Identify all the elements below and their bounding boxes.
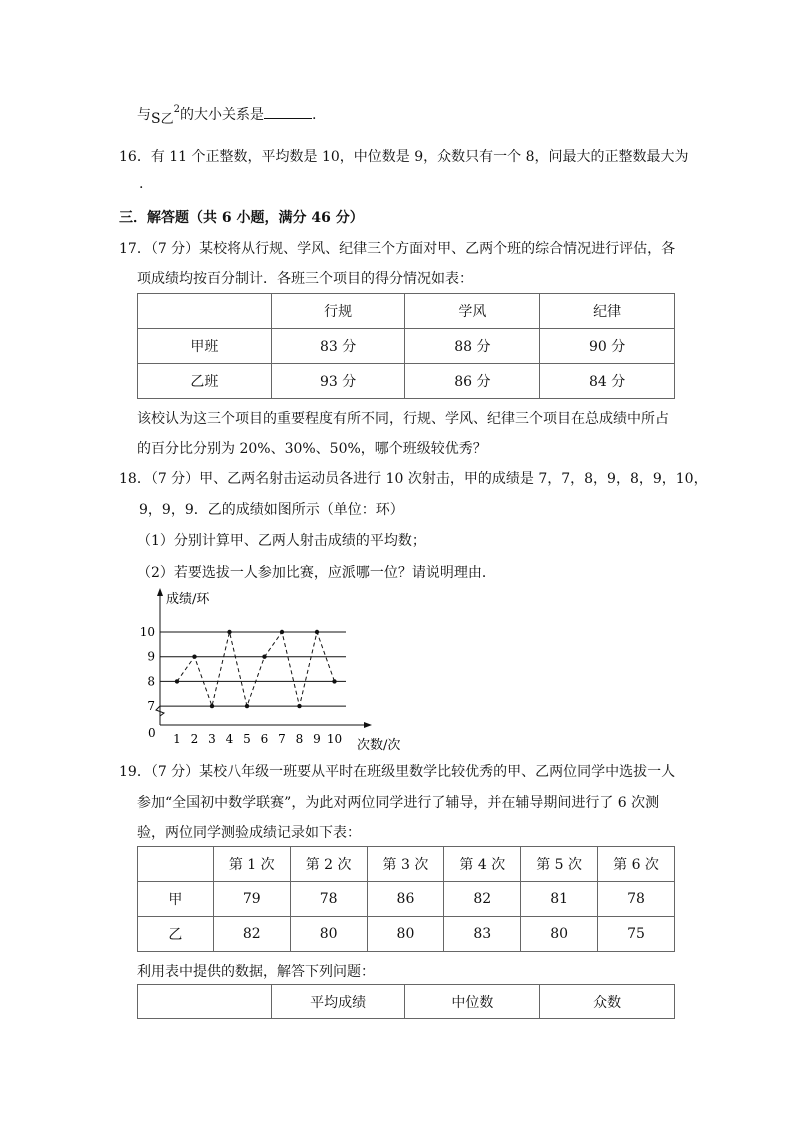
table-cell: 88 分 bbox=[405, 329, 540, 364]
y-axis-label: 成绩/环 bbox=[166, 592, 210, 607]
table-header: 第 3 次 bbox=[367, 847, 444, 882]
table-header: 第 5 次 bbox=[521, 847, 598, 882]
table-cell: 83 bbox=[444, 917, 521, 952]
x-tick-label: 9 bbox=[313, 732, 321, 746]
series-line-yi bbox=[177, 632, 335, 706]
q16-line1: 16．有 11 个正整数，平均数是 10，中位数是 9，众数只有一个 8，问最大的正整数最大为 bbox=[119, 149, 689, 165]
table-cell: 80 bbox=[290, 917, 367, 952]
x-axis-label: 次数/次 bbox=[357, 738, 401, 753]
table-cell: 甲 bbox=[138, 882, 214, 917]
x-tick-label: 5 bbox=[243, 732, 251, 746]
table-cell: 81 bbox=[521, 882, 598, 917]
q18-line1: 18．（7 分）甲、乙两名射击运动员各进行 10 次射击，甲的成绩是 7，7，8，9，8，9，10， bbox=[119, 471, 708, 487]
table-cell bbox=[138, 294, 272, 329]
data-point bbox=[245, 704, 249, 708]
table-row bbox=[138, 917, 675, 952]
table-row bbox=[138, 329, 675, 364]
q18-part1: （1）分别计算甲、乙两人射击成绩的平均数； bbox=[137, 533, 426, 549]
data-point bbox=[280, 630, 284, 634]
q15-subscript: 乙 bbox=[160, 112, 174, 127]
q18-line2: 9，9，9．乙的成绩如图所示（单位：环） bbox=[139, 502, 404, 518]
y-tick-label: 10 bbox=[139, 625, 155, 639]
q15-prefix: 与 bbox=[137, 107, 151, 123]
q17-after1: 该校认为这三个项目的重要程度有所不同，行规、学风、纪律三个项目在总成绩中所占 bbox=[137, 411, 669, 427]
table-cell bbox=[138, 985, 272, 1019]
q17-table bbox=[137, 293, 675, 399]
q19-after: 利用表中提供的数据，解答下列问题： bbox=[137, 964, 375, 980]
x-tick-label: 3 bbox=[208, 732, 216, 746]
table-row bbox=[138, 294, 675, 329]
table-cell: 78 bbox=[290, 882, 367, 917]
table-header: 纪律 bbox=[540, 294, 675, 329]
q19-line3: 验，两位同学测验成绩记录如下表： bbox=[137, 825, 361, 841]
table-row bbox=[138, 364, 675, 399]
q19-line2: 参加“全国初中数学联赛”，为此对两位同学进行了辅导，并在辅导期间进行了 6 次测 bbox=[137, 795, 660, 811]
table-row bbox=[138, 985, 675, 1019]
q17-after2: 的百分比分别为 20%、30%、50%，哪个班级较优秀？ bbox=[137, 441, 487, 457]
data-point bbox=[175, 679, 179, 683]
table-cell: 79 bbox=[213, 882, 290, 917]
q15-end: . bbox=[311, 107, 317, 123]
table-header: 平均成绩 bbox=[271, 985, 405, 1019]
table-cell: 75 bbox=[598, 917, 675, 952]
q15-answer-blank[interactable] bbox=[264, 106, 312, 119]
y-tick-label: 7 bbox=[147, 699, 155, 714]
table-cell: 83 分 bbox=[271, 329, 405, 364]
table-cell: 78 bbox=[598, 882, 675, 917]
q15-sup: 2 bbox=[173, 104, 180, 115]
q16-line2: . bbox=[139, 176, 144, 192]
q19-table bbox=[137, 846, 675, 952]
q17-line1: 17．（7 分）某校将从行规、学风、纪律三个方面对甲、乙两个班的综合情况进行评估，各 bbox=[119, 241, 676, 257]
x-tick-label: 8 bbox=[295, 732, 304, 746]
data-point bbox=[262, 655, 266, 659]
table-cell: 甲班 bbox=[138, 329, 272, 364]
table-cell: 乙 bbox=[138, 917, 214, 952]
data-point bbox=[227, 630, 231, 634]
table-cell: 86 分 bbox=[405, 364, 540, 399]
x-tick-label: 10 bbox=[326, 732, 343, 746]
x-tick-label: 2 bbox=[190, 732, 199, 746]
grid-lines bbox=[160, 632, 346, 706]
y-tick-label: 9 bbox=[147, 649, 155, 664]
q17-line2: 项成绩均按百分制计．各班三个项目的得分情况如表： bbox=[137, 271, 473, 287]
x-tick-label: 7 bbox=[278, 732, 286, 746]
table-cell: 80 bbox=[521, 917, 598, 952]
data-point bbox=[332, 679, 336, 683]
x-tick-label: 1 bbox=[173, 732, 181, 746]
table-cell: 80 bbox=[367, 917, 444, 952]
table-row bbox=[138, 847, 675, 882]
y-tick-label: 8 bbox=[147, 674, 155, 689]
q19-line1: 19．（7 分）某校八年级一班要从平时在班级里数学比较优秀的甲、乙两位同学中选拔一人 bbox=[119, 764, 676, 780]
x-axis-arrow bbox=[364, 722, 372, 728]
table-cell: 93 分 bbox=[271, 364, 405, 399]
q15-suffix: 的大小关系是 bbox=[179, 107, 264, 123]
data-point bbox=[315, 630, 319, 634]
table-cell bbox=[138, 847, 214, 882]
table-cell: 82 bbox=[213, 917, 290, 952]
table-header: 中位数 bbox=[405, 985, 540, 1019]
score-line-chart bbox=[120, 585, 420, 755]
section-3-heading: 三．解答题（共 6 小题，满分 46 分） bbox=[119, 210, 364, 226]
table-header: 众数 bbox=[540, 985, 675, 1019]
table-header: 第 4 次 bbox=[444, 847, 521, 882]
q19-answer-table bbox=[137, 984, 675, 1019]
y-axis-arrow bbox=[157, 588, 163, 596]
table-cell: 90 分 bbox=[540, 329, 675, 364]
table-header: 第 6 次 bbox=[598, 847, 675, 882]
table-header: 第 1 次 bbox=[213, 847, 290, 882]
data-point bbox=[210, 704, 214, 708]
table-row bbox=[138, 882, 675, 917]
data-point bbox=[192, 655, 196, 659]
origin-label: 0 bbox=[148, 726, 156, 740]
table-cell: 84 分 bbox=[540, 364, 675, 399]
q15-var: S bbox=[151, 111, 161, 127]
q15-tail bbox=[137, 104, 317, 127]
table-header: 行规 bbox=[271, 294, 405, 329]
table-header: 第 2 次 bbox=[290, 847, 367, 882]
table-cell: 乙班 bbox=[138, 364, 272, 399]
x-tick-label: 4 bbox=[225, 732, 234, 746]
table-header: 学风 bbox=[405, 294, 540, 329]
data-point bbox=[297, 704, 301, 708]
q18-part2: （2）若要选拔一人参加比赛，应派哪一位？请说明理由． bbox=[137, 565, 496, 581]
table-cell: 82 bbox=[444, 882, 521, 917]
table-cell: 86 bbox=[367, 882, 444, 917]
x-tick-label: 6 bbox=[260, 732, 269, 746]
